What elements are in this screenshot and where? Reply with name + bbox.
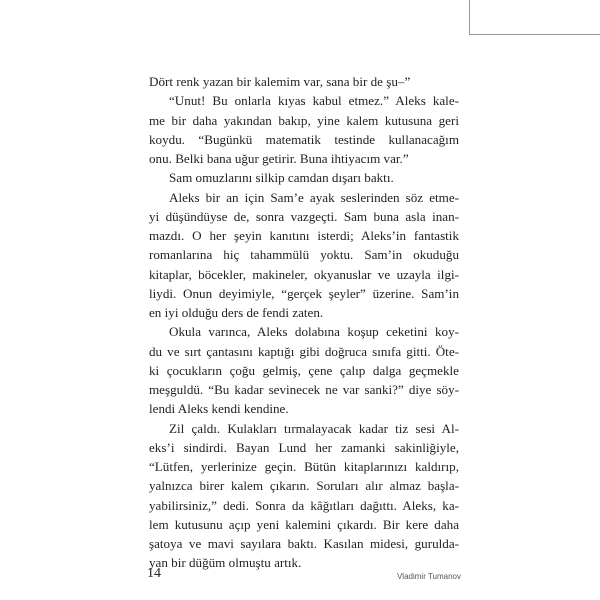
text-line: onu. Belki bana uğur getirir. Buna ihtiyacım var.” — [149, 151, 409, 166]
text-line: liydi. Onun deyimiyle, “gerçek şeyler” üzerine. Sam’in — [149, 285, 459, 301]
text-line: kitaplar, böcekler, makineler, okyanuslar ve uzayla ilgi- — [149, 266, 459, 282]
text-line: yalnızca birer kalem çıkarın. Soruları alır almaz başla- — [149, 478, 459, 494]
text-line: lem kutusunu açıp yeni kalemini çıkardı. Bir kere daha — [149, 516, 459, 532]
text-line: lendi Aleks kendi kendine. — [149, 401, 289, 417]
text-line: Dört renk yazan bir kalemim var, sana bir de şu–” — [149, 74, 411, 89]
text-line: Sam omuzlarını silkip camdan dışarı baktı. — [169, 170, 394, 186]
text-line: “Lütfen, yerlerinize geçin. Bütün kitaplarınızı kaldırıp, — [149, 459, 459, 474]
text-line: koydu. “Bugünkü matematik testinde kullanacağım — [149, 131, 459, 147]
text-line: Zil çaldı. Kulakları tırmalayacak kadar tiz sesi Al- — [169, 420, 459, 436]
crop-mark-vertical — [469, 0, 470, 35]
body-text — [149, 72, 459, 573]
text-line: Aleks bir an için Sam’e ayak seslerinden söz etme- — [169, 189, 459, 205]
text-line: me bir daha yakından bakıp, yine kalem kutusuna geri — [149, 112, 459, 128]
text-line: en iyi olduğu ders de fendi zaten. — [149, 305, 324, 320]
text-line: eks’i sindirdi. Bayan Lund her zamanki sakinliğiyle, — [149, 439, 459, 455]
text-line: Okula varınca, Aleks dolabına koşup ceketini koy- — [169, 324, 459, 340]
text-line: mazdı. O her şeyin kanıtını isterdi; Aleks’in fantastik — [149, 228, 459, 243]
text-line: meşguldü. “Bu kadar sevinecek ne var sanki?” diye söy- — [149, 382, 459, 397]
text-line: du ve sırt çantasını kaptığı gibi doğruca sınıfa gitti. Öte- — [149, 343, 459, 359]
text-line: yan bir düğüm olmuştu artık. — [149, 555, 302, 571]
text-line: yabilirsiniz,” dedi. Sonra da kâğıtları dağıttı. Aleks, ka- — [149, 497, 459, 513]
text-line: yi düşündüyse de, sonra vazgeçti. Sam buna asla inan- — [149, 208, 459, 224]
text-line: “Unut! Bu onlarla kıyas kabul etmez.” Aleks kale- — [169, 93, 459, 109]
page-number: 14 — [147, 566, 161, 581]
text-line: ki çocukların çoğu gelmiş, çene çalıp dalga geçmekle — [149, 362, 459, 378]
text-line: şatoya ve mavi sayılara baktı. Kasılan midesi, gurulda- — [149, 536, 459, 551]
text-line: romanlarına hiç tahammülü yoktu. Sam’in okuduğu — [149, 247, 459, 263]
running-footer-author: Vladimir Tumanov — [396, 572, 461, 581]
crop-mark-horizontal — [469, 34, 600, 35]
